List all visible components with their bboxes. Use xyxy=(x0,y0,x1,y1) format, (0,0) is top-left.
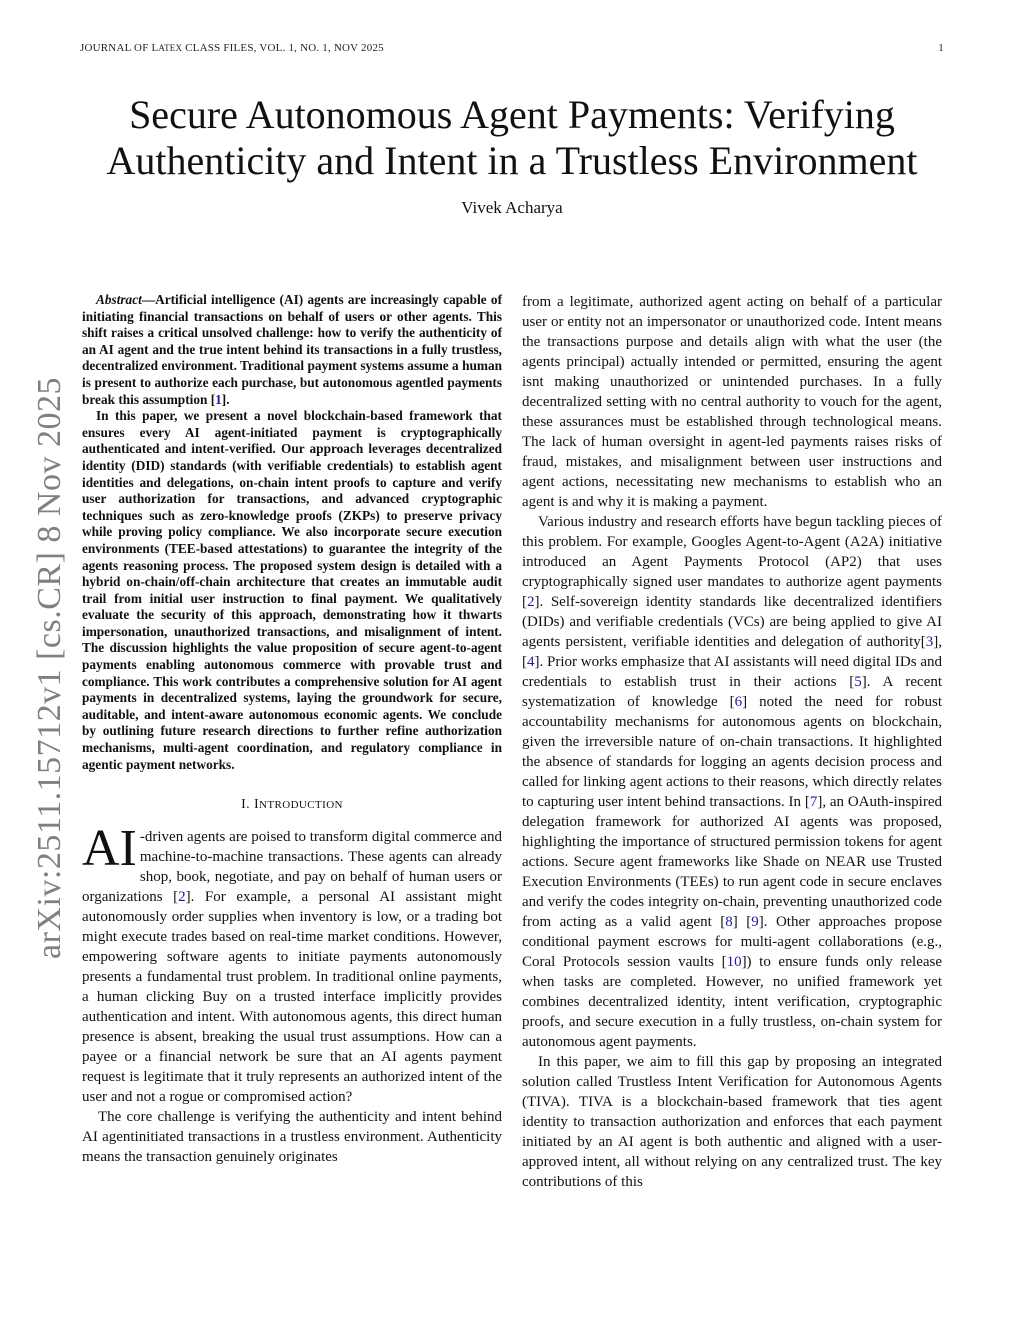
right-paragraph-2: Various industry and research efforts have begun tackling pieces of this problem. For example, Googles Agent-to-Agent (A2A) initiative introduced an Agent Payments Protocol (AP2) that uses cryptographically signed user mandates to authorize agent payments [2]. Self-sovereign identity standards like decentralized identifiers (DIDs) and verifiable credentials (VCs) are being applied to give AI agents persistent, verifiable identities and delegation of authority[3], [4]. Prior works emphasize that AI assistants will need digital IDs and credentials to establish trust in their actions [5]. A recent systematization of knowledge [6] noted the need for robust accountability mechanisms for autonomous agents on blockchain, given the irreversible nature of on-chain transactions. It highlighted the absence of standards for logging an agents decision process and called for linking agent actions to their reasons, which directly relates to capturing user intent behind transactions. In [7], an OAuth-inspired delegation framework for authorized AI agents was proposed, highlighting the importance of structured permission tokens for agent actions. Secure agent frameworks like Shade on NEAR use Trusted Execution Environments (TEEs) to run agent code in secure enclaves and verify the codes integrity on-chain, preventing unauthorized code from acting as a valid agent [8] [9]. Other approaches propose conditional payment escrows for multi-agent collaborations (e.g., Coral Protocols session vaults [10]) to ensure funds only release when tasks are completed. However, no unified framework yet combines decentralized identity, intent verification, cryptographic proofs, and secure execution in a fully trustless, on-chain system for autonomous agent payments. xyxy=(522,514,943,1050)
section-heading-introduction: I. INTRODUCTION xyxy=(241,797,343,813)
page-number: 1 xyxy=(938,42,944,54)
title-line-2: Authenticity and Intent in a Trustless Environment xyxy=(106,138,918,183)
author-name: Vivek Acharya xyxy=(461,198,563,217)
intro-paragraph-2: The core challenge is verifying the authenticity and intent behind AI agentinitiated transactions in a trustless environment. Authenticity means the transaction genuinely originates xyxy=(82,1109,502,1166)
latex-logo: ATEX xyxy=(158,43,183,53)
abstract-label: Abstract xyxy=(96,292,142,307)
citation-link[interactable]: 4 xyxy=(527,654,535,670)
right-paragraph-3: In this paper, we aim to fill this gap by proposing an integrated solution called Trustless Intent Verification for Autonomous Agents (TIVA). TIVA is a blockchain-based framework that ties agent identity to transaction authorization and enforces that each payment initiated by an AI agent is both authentic and aligned with a user-approved intent, all without relying on any centralized trust. The key contributions of this xyxy=(522,1054,942,1190)
citation-link[interactable]: 1 xyxy=(215,391,222,407)
running-head xyxy=(80,42,944,54)
citation-link[interactable]: 2 xyxy=(178,889,186,906)
abstract-paragraph-2: In this paper, we present a novel blockchain-based framework that ensures every AI agent-initiated payment is cryptographically authenticated and intent-verified. Our approach leverages decentralized identity (DID) standards (with verifiable credentials) to establish agent identities and delegations, on-chain intent proofs to capture and verify user authorization for transactions, and advanced cryptographic techniques such as zero-knowledge proofs (ZKPs) to preserve privacy while proving policy compliance. We also incorporate secure execution environments (TEE-based attestations) to guarantee the integrity of the agents reasoning process. The proposed system design is detailed with a hybrid on-chain/off-chain architecture that creates an immutable audit trail from initial user instruction to final payment. We qualitatively evaluate the security of this approach, demonstrating how it thwarts impersonation, unauthorized transactions, and misalignment of intent. The discussion highlights the value proposition of secure agent-to-agent payments enabling autonomous commerce with provable trust and compliance. This work contributes a comprehensive solution for AI agent payments in decentralized systems, laying the groundwork for secure, auditable, and intent-aware autonomous economic agents. We conclude by outlining future research directions to further refine authorization mechanisms, multi-agent coordination, and regulatory compliance in agentic payment networks. xyxy=(82,408,502,772)
citation-link[interactable]: 6 xyxy=(734,694,743,710)
right-column xyxy=(522,292,942,1192)
citation-link[interactable]: 9 xyxy=(751,914,759,930)
citation-link[interactable]: 3 xyxy=(925,634,934,650)
citation-link[interactable]: 5 xyxy=(854,674,862,690)
abstract xyxy=(82,292,502,773)
citation-link[interactable]: 2 xyxy=(527,594,535,610)
introduction-body xyxy=(82,820,502,1167)
left-column xyxy=(82,292,502,1167)
abstract-paragraph-1: Abstract—Artificial intelligence (AI) agents are increasingly capable of initiating financial transactions on behalf of users or other agents. This shift raises a critical unsolved challenge: how to verify the authenticity of an AI agent and the true intent behind its transactions in a fully trustless, decentralized environment. Traditional payment systems assume a human is present to authorize each purchase, but autonomous agentled payments break this assumption [1]. xyxy=(82,292,502,407)
right-paragraph-1: from a legitimate, authorized agent acting on behalf of a particular user or entity not an impersonator or unauthorized code. Intent means the transactions purpose and details align with what the user (the agents principal) actually intended or permitted, ensuring the agent isnt making unauthorized or unintended purchases. In a fully decentralized setting with no central authority to vouch for the agent, these assurances must be established through technological means. The lack of human oversight in agent-led payments raises risks of fraud, mistakes, and misalignment between user instructions and agent actions, necessitating new mechanisms to establish who an agent is and why it is making a payment. xyxy=(522,294,942,510)
citation-link[interactable]: 10 xyxy=(726,954,742,970)
citation-link[interactable]: 7 xyxy=(809,794,818,810)
title-line-1: Secure Autonomous Agent Payments: Verifying xyxy=(129,92,895,137)
paper-title xyxy=(60,92,964,184)
citation-link[interactable]: 8 xyxy=(725,914,733,930)
drop-cap: AI xyxy=(82,820,137,878)
intro-paragraph-1: AI -driven agents are poised to transform digital commerce and machine-to-machine transactions. These agents can already shop, book, negotiate, and pay on behalf of human users or organizations [2]. For example, a personal AI assistant might autonomously order supplies when inventory is low, or a trading bot might execute trades based on real-time market conditions. However, empowering software agents to initiate payments autonomously presents a fundamental trust problem. In traditional online payments, a human clicking Buy on a trusted interface implicitly provides authentication and intent. With autonomous agents, this direct human presence is absent, breaking the usual trust assumptions. How can a payee or a financial network be sure that an AI agents payment request is legitimate that it truly represents an authorized intent of the user and not a rogue or compromised action? xyxy=(82,820,502,1106)
journal-name: JOURNAL OF LATEX CLASS FILES, VOL. 1, NO. 1, NOV 2025 xyxy=(80,42,384,54)
arxiv-identifier-stamp: arXiv:2511.15712v1 [cs.CR] 8 Nov 2025 xyxy=(31,377,68,959)
